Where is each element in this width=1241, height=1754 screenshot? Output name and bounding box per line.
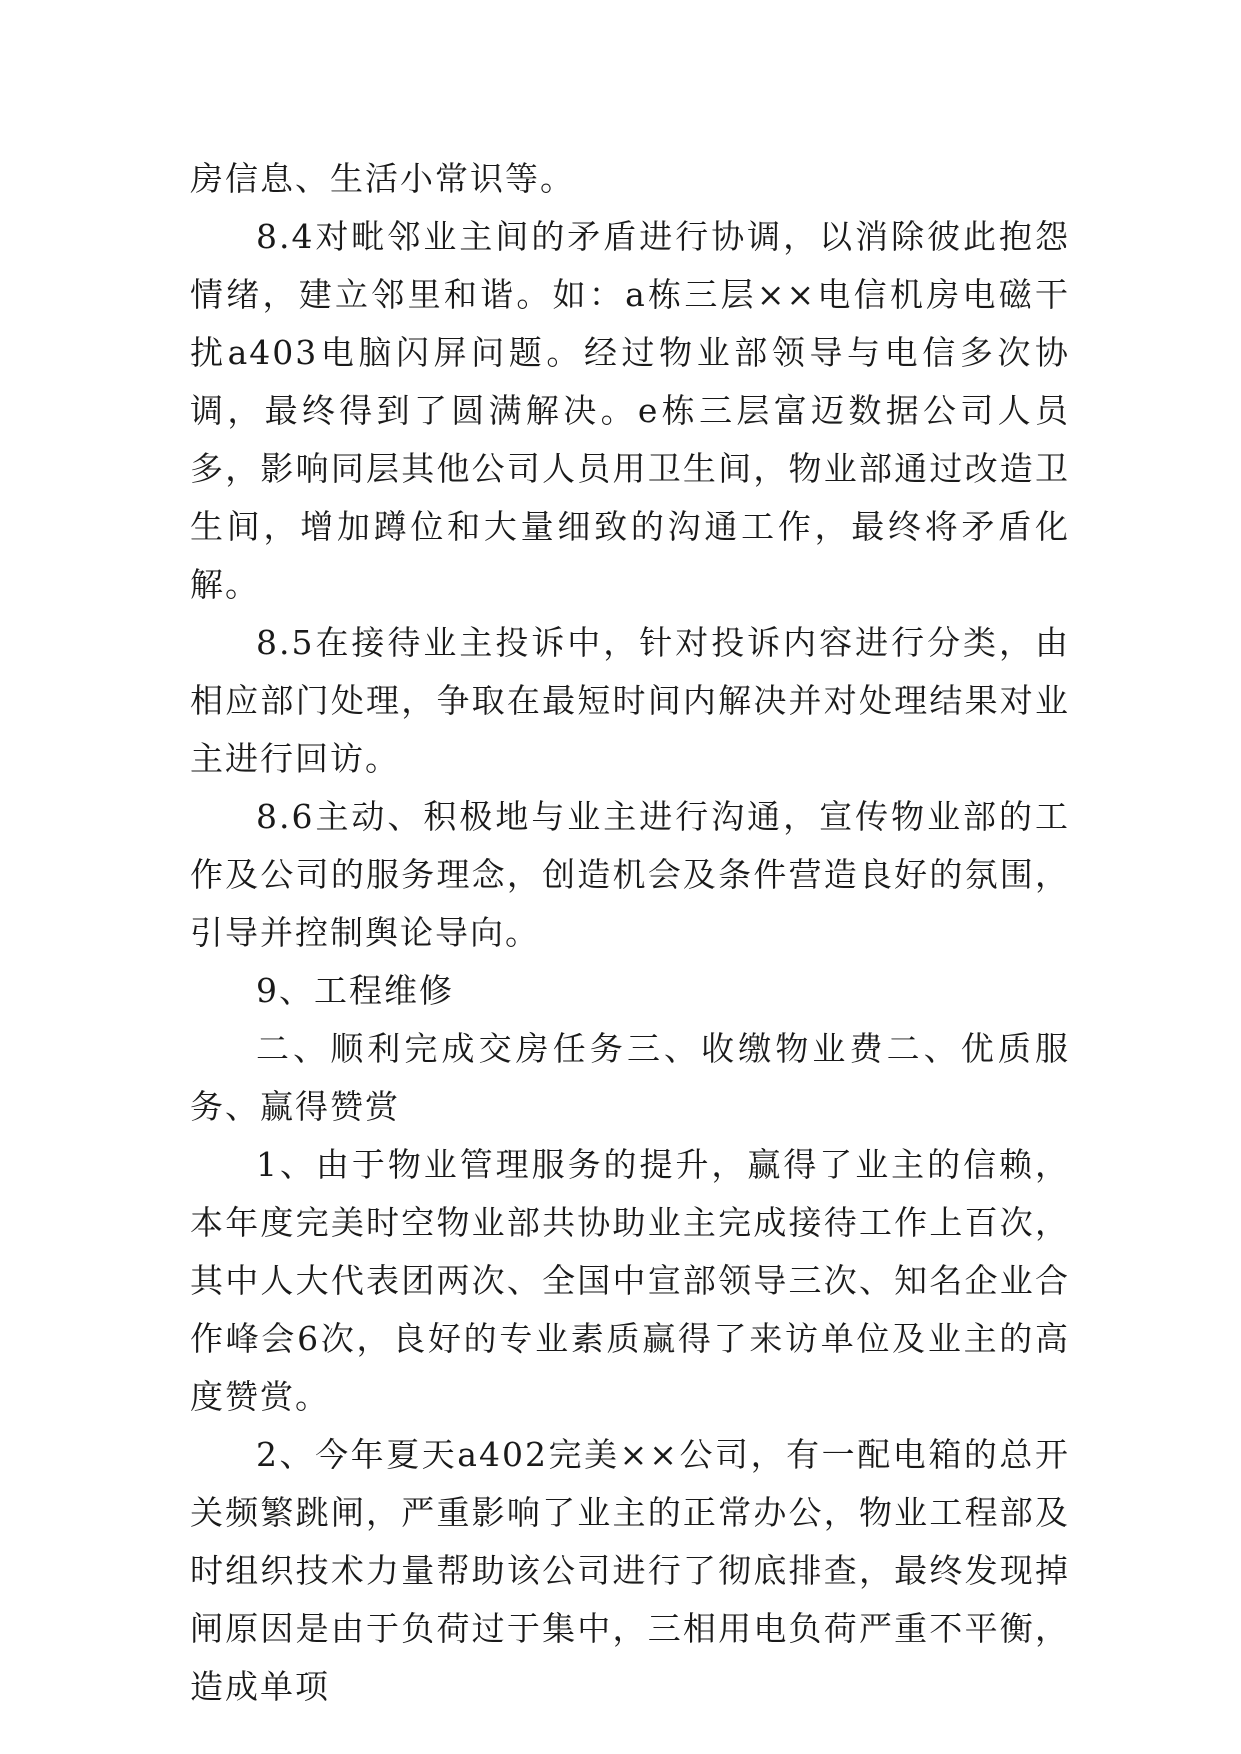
heading-section-two: 二、顺利完成交房任务三、收缴物业费二、优质服务、赢得赞赏 bbox=[190, 1029, 1070, 1126]
paragraph-8-4: 8.4对毗邻业主间的矛盾进行协调，以消除彼此抱怨情绪，建立邻里和谐。如：a栋三层××电信机房电磁干扰a403电脑闪屏问题。经过物业部领导与电信多次协调，最终得到了圆满解决。e栋三层富迈数据公司人员多，影响同层其他公司人员用卫生间，物业部通过改造卫生间，增加蹲位和大量细致的沟通工作，最终将矛盾化解。 bbox=[190, 217, 1070, 604]
document-body bbox=[190, 150, 1070, 1716]
paragraph-continuation: 房信息、生活小常识等。 bbox=[190, 159, 575, 198]
paragraph-8-5: 8.5在接待业主投诉中，针对投诉内容进行分类，由相应部门处理，争取在最短时间内解决并对处理结果对业主进行回访。 bbox=[190, 623, 1070, 778]
paragraph-item-2: 2、今年夏天a402完美××公司，有一配电箱的总开关频繁跳闸，严重影响了业主的正常办公，物业工程部及时组织技术力量帮助该公司进行了彻底排查，最终发现掉闸原因是由于负荷过于集中，三相用电负荷严重不平衡，造成单项 bbox=[190, 1435, 1070, 1706]
paragraph-item-1: 1、由于物业管理服务的提升，赢得了业主的信赖，本年度完美时空物业部共协助业主完成接待工作上百次，其中人大代表团两次、全国中宣部领导三次、知名企业合作峰会6次，良好的专业素质赢得了来访单位及业主的高度赞赏。 bbox=[190, 1145, 1070, 1416]
paragraph-8-6: 8.6主动、积极地与业主进行沟通，宣传物业部的工作及公司的服务理念，创造机会及条件营造良好的氛围，引导并控制舆论导向。 bbox=[190, 797, 1070, 952]
heading-engineering-maintenance: 9、工程维修 bbox=[256, 971, 454, 1010]
